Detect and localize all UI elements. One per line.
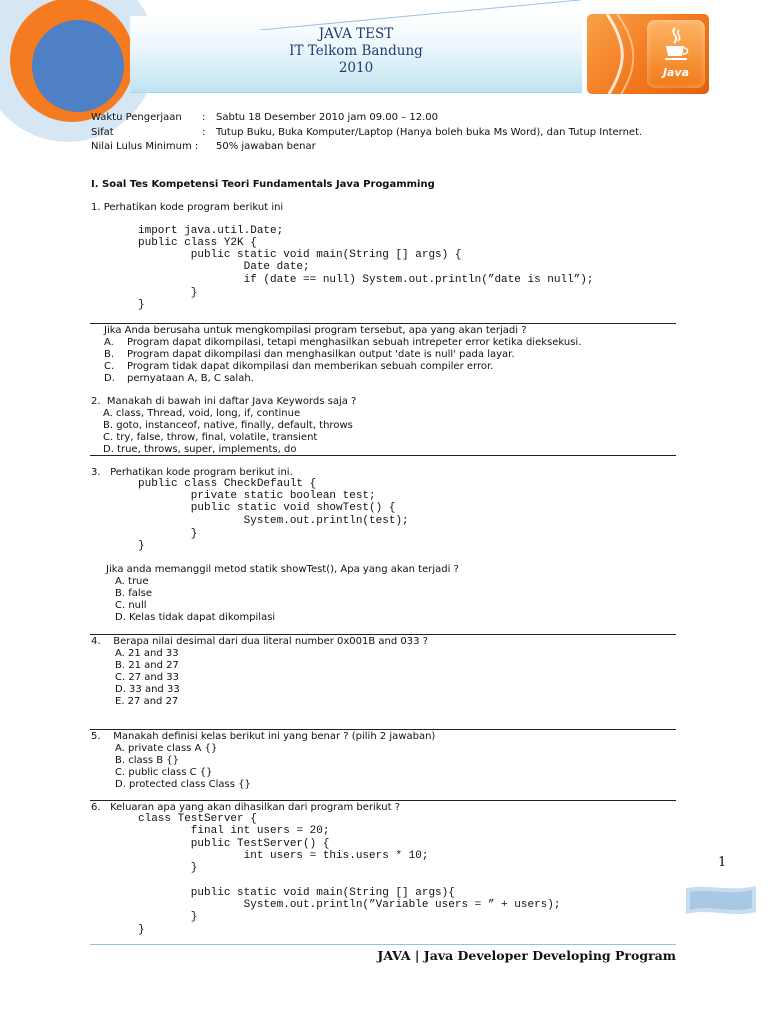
question-2: 2. Manakah di bawah ini daftar Java Keywords saja ? bbox=[91, 396, 357, 407]
java-logo-text: Java bbox=[662, 66, 690, 79]
code-line: public static void showTest() { bbox=[138, 502, 396, 514]
option-letter: A. bbox=[104, 337, 114, 348]
code-line: System.out.println(”Variable users = ” + users); bbox=[138, 899, 561, 911]
option-item: C. public class C {} bbox=[115, 767, 213, 778]
code-line: } bbox=[138, 862, 198, 874]
question-4: 4. Berapa nilai desimal dari dua literal number 0x001B and 033 ? bbox=[91, 636, 428, 647]
code-line: class TestServer { bbox=[138, 813, 257, 825]
doc-year: 2010 bbox=[338, 60, 374, 76]
question-1: 1. Perhatikan kode program berikut ini bbox=[91, 202, 284, 213]
java-logo-badge bbox=[647, 20, 705, 88]
section-title: I. Soal Tes Kompetensi Teori Fundamentals Java Progamming bbox=[91, 179, 435, 190]
option-item: B. 21 and 27 bbox=[115, 660, 179, 671]
code-line: public class Y2K { bbox=[138, 237, 257, 249]
code-line: public TestServer() { bbox=[138, 838, 330, 850]
info-value-nilai: 50% jawaban benar bbox=[216, 141, 316, 152]
code-line: } bbox=[138, 540, 145, 552]
code-line: final int users = 20; bbox=[138, 825, 330, 837]
option-item: B. false bbox=[115, 588, 153, 599]
divider bbox=[90, 634, 676, 635]
question-1-prompt: Jika Anda berusaha untuk mengkompilasi program tersebut, apa yang akan terjadi ? bbox=[104, 325, 527, 336]
info-colon: : bbox=[202, 112, 206, 123]
option-letter: B. bbox=[104, 349, 115, 360]
page-number: 1 bbox=[718, 855, 727, 870]
option-item: D. 33 and 33 bbox=[115, 684, 180, 695]
option-item: C. null bbox=[115, 600, 147, 611]
info-colon: : bbox=[202, 127, 206, 138]
code-line: } bbox=[138, 924, 145, 936]
code-line: public static void main(String [] args){ bbox=[138, 887, 455, 899]
divider bbox=[90, 323, 676, 324]
option-item: B. class B {} bbox=[115, 755, 179, 766]
code-line: } bbox=[138, 528, 198, 540]
option-item: E. 27 and 27 bbox=[115, 696, 179, 707]
option-item: C. 27 and 33 bbox=[115, 672, 179, 683]
option-item: B. goto, instanceof, native, finally, default, throws bbox=[103, 420, 353, 431]
question-5: 5. Manakah definisi kelas berikut ini yang benar ? (pilih 2 jawaban) bbox=[91, 731, 436, 742]
option-text: Program tidak dapat dikompilasi dan memberikan sebuah compiler error. bbox=[127, 361, 494, 372]
code-line: public static void main(String [] args) { bbox=[138, 249, 462, 261]
page-corner-decoration bbox=[680, 882, 760, 922]
option-item: A. 21 and 33 bbox=[115, 648, 179, 659]
doc-subtitle: IT Telkom Bandung bbox=[289, 43, 423, 59]
option-text: Program dapat dikompilasi dan menghasilkan output 'date is null' pada layar. bbox=[127, 349, 515, 360]
info-label-nilai: Nilai Lulus Minimum : bbox=[91, 141, 199, 152]
code-line: int users = this.users * 10; bbox=[138, 850, 429, 862]
info-label-waktu: Waktu Pengerjaan bbox=[91, 112, 182, 123]
java-logo bbox=[587, 14, 709, 94]
option-item: A. private class A {} bbox=[115, 743, 218, 754]
code-line: Date date; bbox=[138, 261, 310, 273]
code-line: if (date == null) System.out.println(”date is null”); bbox=[138, 274, 594, 286]
code-line: } bbox=[138, 911, 198, 923]
option-item: D. Kelas tidak dapat dikompilasi bbox=[115, 612, 276, 623]
question-3-prompt: Jika anda memanggil metod statik showTest(), Apa yang akan terjadi ? bbox=[106, 564, 459, 575]
code-line: System.out.println(test); bbox=[138, 515, 409, 527]
info-value-waktu: Sabtu 18 Desember 2010 jam 09.00 – 12.00 bbox=[216, 112, 438, 123]
code-line: import java.util.Date; bbox=[138, 225, 284, 237]
question-3: 3. Perhatikan kode program berikut ini. bbox=[91, 467, 293, 478]
option-text: Program dapat dikompilasi, tetapi menghasilkan sebuah intrepeter error ketika dieksekusi. bbox=[127, 337, 582, 348]
code-line: } bbox=[138, 287, 198, 299]
doc-title: JAVA TEST bbox=[318, 26, 394, 42]
footer-text: JAVA | Java Developer Developing Program bbox=[377, 948, 676, 963]
divider bbox=[90, 455, 676, 456]
option-letter: D. bbox=[104, 373, 115, 384]
divider bbox=[90, 729, 676, 730]
code-line: private static boolean test; bbox=[138, 490, 376, 502]
option-item: D. true, throws, super, implements, do bbox=[103, 444, 297, 455]
info-value-sifat: Tutup Buku, Buka Komputer/Laptop (Hanya boleh buka Ms Word), dan Tutup Internet. bbox=[216, 127, 643, 138]
option-item: C. try, false, throw, final, volatile, transient bbox=[103, 432, 318, 443]
code-line: } bbox=[138, 299, 145, 311]
info-label-sifat: Sifat bbox=[91, 127, 114, 138]
option-letter: C. bbox=[104, 361, 115, 372]
code-line: public class CheckDefault { bbox=[138, 478, 317, 490]
option-text: pernyataan A, B, C salah. bbox=[127, 373, 254, 384]
option-item: A. true bbox=[115, 576, 149, 587]
coffee-cup-icon bbox=[663, 26, 689, 62]
question-6: 6. Keluaran apa yang akan dihasilkan dari program berikut ? bbox=[91, 802, 401, 813]
header-decoration-circles bbox=[0, 0, 150, 150]
footer-divider bbox=[90, 944, 676, 945]
divider bbox=[90, 800, 676, 801]
option-item: A. class, Thread, void, long, if, continue bbox=[103, 408, 301, 419]
option-item: D. protected class Class {} bbox=[115, 779, 251, 790]
